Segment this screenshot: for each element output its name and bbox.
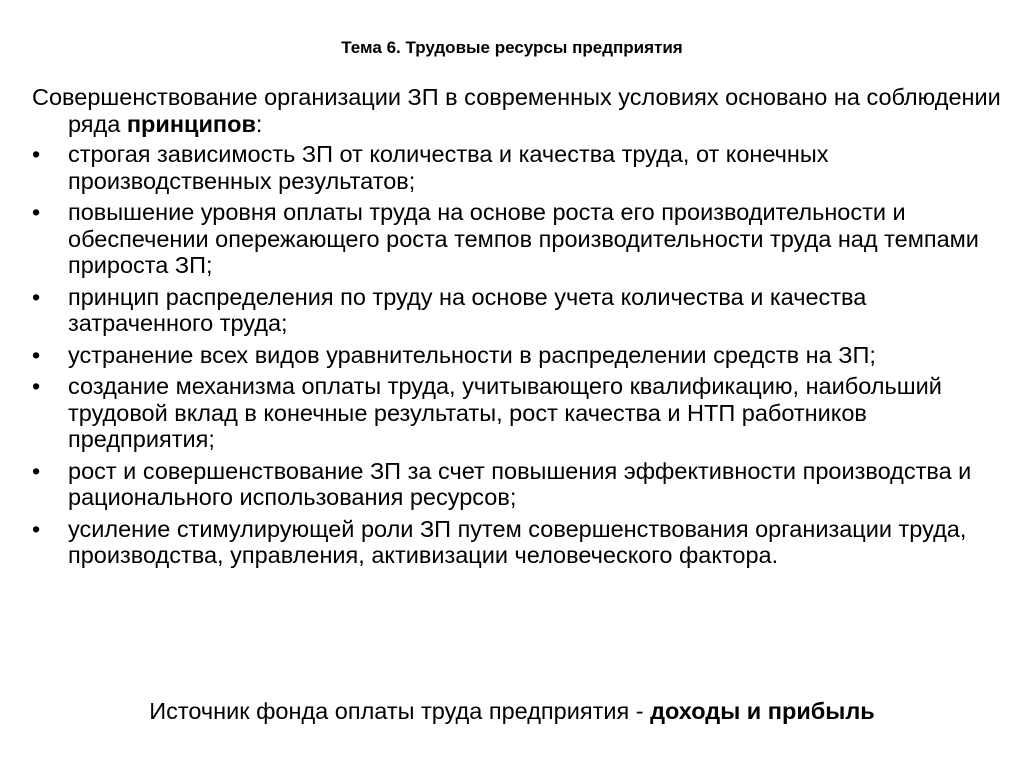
intro-paragraph [32, 84, 1007, 137]
list-item [32, 141, 1007, 194]
principles-list [32, 141, 1007, 569]
list-item [32, 199, 1007, 279]
list-item [32, 342, 1007, 369]
list-item [32, 373, 1007, 453]
bullet-icon: • [32, 515, 41, 542]
slide-title: Тема 6. Трудовые ресурсы предприятия [341, 38, 683, 57]
list-item-text: принцип распределения по труду на основе учета количества и качества затраченного труда; [68, 283, 867, 336]
list-item [32, 516, 1007, 569]
list-item-text: устранение всех видов уравнительности в распределении средств на ЗП; [68, 341, 876, 368]
intro-text: Совершенствование организации ЗП в современных условиях основано на соблюдении ряда [32, 84, 1001, 137]
list-item-text: повышение уровня оплаты труда на основе роста его производительности и обеспечении опережающего роста темпов производительности труда над темпами прироста ЗП; [68, 199, 979, 278]
list-item [32, 458, 1007, 511]
list-item-text: строгая зависимость ЗП от количества и качества труда, от конечных производственных результатов; [68, 141, 829, 194]
bullet-icon: • [32, 199, 41, 225]
list-item-text: создание механизма оплаты труда, учитывающего квалификацию, наибольший трудовой вклад в конечные результаты, рост качества и НТП работников предприятия; [68, 373, 942, 452]
footer-text: Источник фонда оплаты труда предприятия - [149, 698, 651, 724]
slide-content [32, 84, 1007, 574]
list-item-text: рост и совершенствование ЗП за счет повышения эффективности производства и рационального использования ресурсов; [68, 457, 972, 510]
bullet-icon: • [32, 457, 41, 484]
footer-bold-term: доходы и прибыль [650, 698, 875, 724]
bullet-icon: • [32, 283, 41, 310]
bullet-icon: • [32, 341, 41, 368]
bullet-icon: • [32, 373, 41, 399]
footer-statement [0, 697, 1024, 725]
list-item-text: усиление стимулирующей роли ЗП путем совершенствования организации труда, производства, управления, активизации человеческого фактора. [68, 515, 967, 568]
intro-bold-term: принципов [126, 110, 256, 137]
list-item [32, 284, 1007, 337]
bullet-icon: • [32, 141, 41, 167]
intro-suffix: : [255, 110, 263, 137]
